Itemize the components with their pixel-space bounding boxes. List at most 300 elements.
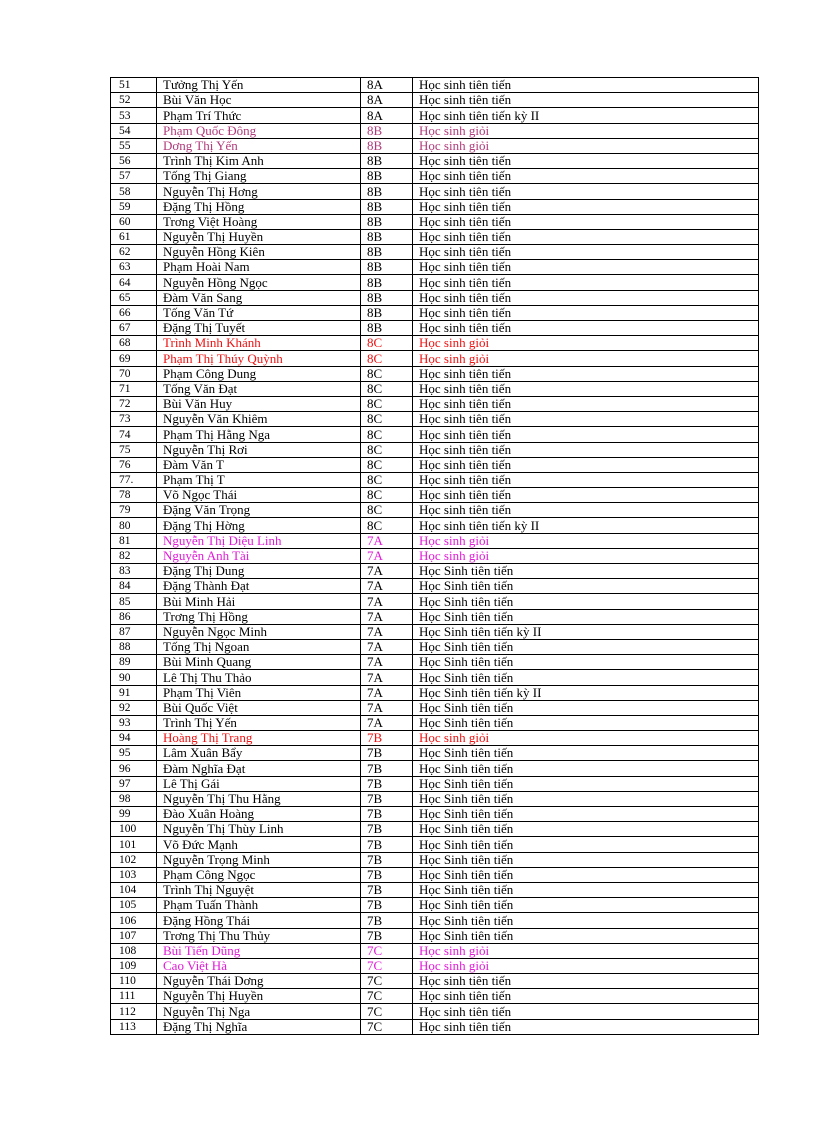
table-row <box>111 245 759 260</box>
student-name-cell: Phạm Thị T <box>157 472 361 487</box>
row-number-cell: 98 <box>111 791 157 806</box>
result-cell: Học sinh tiên tiến <box>413 472 759 487</box>
class-cell: 7B <box>361 746 413 761</box>
class-cell: 8B <box>361 169 413 184</box>
class-cell: 7C <box>361 1019 413 1034</box>
row-number-cell: 113 <box>111 1019 157 1034</box>
row-number-cell: 58 <box>111 184 157 199</box>
row-number-cell: 106 <box>111 913 157 928</box>
row-number-cell: 66 <box>111 305 157 320</box>
class-cell: 7C <box>361 943 413 958</box>
result-cell: Học Sinh tiên tiến <box>413 715 759 730</box>
table-row <box>111 108 759 123</box>
class-cell: 7B <box>361 837 413 852</box>
table-row <box>111 472 759 487</box>
row-number-cell: 56 <box>111 153 157 168</box>
class-cell: 8B <box>361 123 413 138</box>
result-cell: Học Sinh tiên tiến <box>413 761 759 776</box>
class-cell: 7B <box>361 898 413 913</box>
table-row <box>111 685 759 700</box>
table-row <box>111 427 759 442</box>
result-cell: Học Sinh tiên tiến <box>413 776 759 791</box>
class-cell: 8B <box>361 138 413 153</box>
result-cell: Học sinh tiên tiến <box>413 321 759 336</box>
class-cell: 7A <box>361 685 413 700</box>
class-cell: 7A <box>361 609 413 624</box>
student-name-cell: Phạm Thị Viên <box>157 685 361 700</box>
result-cell: Học sinh tiên tiến <box>413 78 759 93</box>
table-row <box>111 214 759 229</box>
result-cell: Học sinh tiên tiến <box>413 396 759 411</box>
class-cell: 7A <box>361 670 413 685</box>
class-cell: 8C <box>361 336 413 351</box>
class-cell: 7B <box>361 867 413 882</box>
class-cell: 7A <box>361 564 413 579</box>
row-number-cell: 72 <box>111 396 157 411</box>
student-name-cell: Nguyễn Thị Thu Hằng <box>157 791 361 806</box>
student-name-cell: Đàm Văn T <box>157 457 361 472</box>
row-number-cell: 65 <box>111 290 157 305</box>
table-row <box>111 229 759 244</box>
student-name-cell: Nguyễn Thái Dơng <box>157 974 361 989</box>
table-row <box>111 943 759 958</box>
class-cell: 8C <box>361 427 413 442</box>
class-cell: 8B <box>361 184 413 199</box>
result-cell: Học sinh giỏi <box>413 958 759 973</box>
student-name-cell: Phạm Thị Hằng Nga <box>157 427 361 442</box>
class-cell: 7B <box>361 791 413 806</box>
table-row <box>111 412 759 427</box>
result-cell: Học sinh tiên tiến <box>413 199 759 214</box>
student-name-cell: Nguyễn Hồng Ngọc <box>157 275 361 290</box>
row-number-cell: 52 <box>111 93 157 108</box>
student-name-cell: Bùi Minh Hải <box>157 594 361 609</box>
table-row <box>111 837 759 852</box>
table-row <box>111 700 759 715</box>
row-number-cell: 90 <box>111 670 157 685</box>
row-number-cell: 51 <box>111 78 157 93</box>
class-cell: 8C <box>361 503 413 518</box>
student-name-cell: Đặng Thị Dung <box>157 564 361 579</box>
class-cell: 8B <box>361 275 413 290</box>
class-cell: 8C <box>361 381 413 396</box>
student-name-cell: Trơng Việt Hoàng <box>157 214 361 229</box>
result-cell: Học sinh tiên tiến <box>413 427 759 442</box>
row-number-cell: 75 <box>111 442 157 457</box>
class-cell: 7B <box>361 928 413 943</box>
result-cell: Học sinh tiên tiến <box>413 153 759 168</box>
student-name-cell: Nguyễn Thị Hơng <box>157 184 361 199</box>
table-row <box>111 123 759 138</box>
student-name-cell: Bùi Tiến Dũng <box>157 943 361 958</box>
class-cell: 7A <box>361 579 413 594</box>
student-name-cell: Bùi Minh Quang <box>157 655 361 670</box>
result-cell: Học sinh tiên tiến <box>413 245 759 260</box>
row-number-cell: 109 <box>111 958 157 973</box>
student-name-cell: Đặng Thị Nghĩa <box>157 1019 361 1034</box>
table-row <box>111 321 759 336</box>
student-name-cell: Phạm Công Dung <box>157 366 361 381</box>
class-cell: 7A <box>361 533 413 548</box>
row-number-cell: 104 <box>111 882 157 897</box>
class-cell: 8B <box>361 260 413 275</box>
class-cell: 8C <box>361 396 413 411</box>
class-cell: 7B <box>361 776 413 791</box>
row-number-cell: 89 <box>111 655 157 670</box>
class-cell: 8C <box>361 442 413 457</box>
student-name-cell: Trình Thị Nguyệt <box>157 882 361 897</box>
result-cell: Học sinh tiên tiến <box>413 989 759 1004</box>
row-number-cell: 68 <box>111 336 157 351</box>
table-row <box>111 822 759 837</box>
table-row <box>111 184 759 199</box>
result-cell: Học Sinh tiên tiến <box>413 594 759 609</box>
student-name-cell: Nguyễn Thị Diệu Linh <box>157 533 361 548</box>
student-name-cell: Tống Văn Tứ <box>157 305 361 320</box>
table-row <box>111 761 759 776</box>
row-number-cell: 67 <box>111 321 157 336</box>
class-cell: 8A <box>361 108 413 123</box>
row-number-cell: 91 <box>111 685 157 700</box>
result-cell: Học Sinh tiên tiến <box>413 852 759 867</box>
result-cell: Học sinh tiên tiến <box>413 503 759 518</box>
student-name-cell: Võ Đức Mạnh <box>157 837 361 852</box>
table-row <box>111 989 759 1004</box>
row-number-cell: 84 <box>111 579 157 594</box>
row-number-cell: 103 <box>111 867 157 882</box>
class-cell: 7C <box>361 974 413 989</box>
table-row <box>111 488 759 503</box>
table-row <box>111 791 759 806</box>
row-number-cell: 108 <box>111 943 157 958</box>
row-number-cell: 100 <box>111 822 157 837</box>
student-name-cell: Nguyễn Hồng Kiên <box>157 245 361 260</box>
row-number-cell: 80 <box>111 518 157 533</box>
result-cell: Học Sinh tiên tiến kỳ II <box>413 624 759 639</box>
result-cell: Học Sinh tiên tiến <box>413 807 759 822</box>
table-row <box>111 807 759 822</box>
table-row <box>111 199 759 214</box>
result-cell: Học Sinh tiên tiến <box>413 670 759 685</box>
result-cell: Học sinh tiên tiến <box>413 169 759 184</box>
student-name-cell: Trình Minh Khánh <box>157 336 361 351</box>
result-cell: Học Sinh tiên tiến <box>413 822 759 837</box>
table-row <box>111 852 759 867</box>
row-number-cell: 76 <box>111 457 157 472</box>
row-number-cell: 57 <box>111 169 157 184</box>
result-cell: Học Sinh tiên tiến <box>413 700 759 715</box>
row-number-cell: 82 <box>111 548 157 563</box>
row-number-cell: 83 <box>111 564 157 579</box>
row-number-cell: 105 <box>111 898 157 913</box>
table-row <box>111 776 759 791</box>
row-number-cell: 86 <box>111 609 157 624</box>
table-row <box>111 655 759 670</box>
student-name-cell: Phạm Hoài Nam <box>157 260 361 275</box>
result-cell: Học sinh tiên tiến <box>413 229 759 244</box>
table-row <box>111 290 759 305</box>
result-cell: Học sinh giỏi <box>413 336 759 351</box>
class-cell: 8B <box>361 153 413 168</box>
table-row <box>111 518 759 533</box>
result-cell: Học Sinh tiên tiến <box>413 913 759 928</box>
table-row <box>111 913 759 928</box>
student-roster-table <box>110 77 759 1035</box>
student-name-cell: Lê Thị Gái <box>157 776 361 791</box>
table-row <box>111 624 759 639</box>
result-cell: Học sinh giỏi <box>413 123 759 138</box>
class-cell: 8B <box>361 199 413 214</box>
table-row <box>111 275 759 290</box>
row-number-cell: 79 <box>111 503 157 518</box>
table-row <box>111 169 759 184</box>
student-name-cell: Trơng Thị Thu Thủy <box>157 928 361 943</box>
student-name-cell: Bùi Văn Học <box>157 93 361 108</box>
student-name-cell: Nguyễn Anh Tài <box>157 548 361 563</box>
row-number-cell: 96 <box>111 761 157 776</box>
roster-body <box>111 78 759 1035</box>
table-row <box>111 958 759 973</box>
result-cell: Học sinh tiên tiến <box>413 214 759 229</box>
table-row <box>111 928 759 943</box>
row-number-cell: 95 <box>111 746 157 761</box>
table-row <box>111 715 759 730</box>
result-cell: Học Sinh tiên tiến <box>413 579 759 594</box>
class-cell: 7B <box>361 731 413 746</box>
student-name-cell: Phạm Thị Thúy Quỳnh <box>157 351 361 366</box>
class-cell: 7A <box>361 594 413 609</box>
student-name-cell: Lâm Xuân Bẩy <box>157 746 361 761</box>
result-cell: Học sinh tiên tiến <box>413 260 759 275</box>
class-cell: 7B <box>361 882 413 897</box>
table-row <box>111 396 759 411</box>
class-cell: 7A <box>361 655 413 670</box>
student-name-cell: Đặng Văn Trọng <box>157 503 361 518</box>
student-name-cell: Tưởng Thị Yến <box>157 78 361 93</box>
table-row <box>111 336 759 351</box>
table-row <box>111 548 759 563</box>
table-row <box>111 670 759 685</box>
row-number-cell: 78 <box>111 488 157 503</box>
student-name-cell: Đặng Thành Đạt <box>157 579 361 594</box>
result-cell: Học sinh giỏi <box>413 943 759 958</box>
table-row <box>111 260 759 275</box>
result-cell: Học sinh tiên tiến <box>413 381 759 396</box>
result-cell: Học Sinh tiên tiến <box>413 639 759 654</box>
class-cell: 8B <box>361 245 413 260</box>
class-cell: 7B <box>361 822 413 837</box>
class-cell: 8C <box>361 366 413 381</box>
row-number-cell: 85 <box>111 594 157 609</box>
table-row <box>111 533 759 548</box>
table-row <box>111 731 759 746</box>
student-name-cell: Dơng Thị Yến <box>157 138 361 153</box>
student-name-cell: Phạm Tuấn Thành <box>157 898 361 913</box>
class-cell: 7C <box>361 958 413 973</box>
class-cell: 8C <box>361 412 413 427</box>
result-cell: Học Sinh tiên tiến <box>413 791 759 806</box>
table-row <box>111 351 759 366</box>
result-cell: Học sinh tiên tiến <box>413 974 759 989</box>
row-number-cell: 59 <box>111 199 157 214</box>
row-number-cell: 53 <box>111 108 157 123</box>
result-cell: Học Sinh tiên tiến <box>413 882 759 897</box>
result-cell: Học sinh tiên tiến <box>413 275 759 290</box>
class-cell: 8B <box>361 305 413 320</box>
row-number-cell: 64 <box>111 275 157 290</box>
row-number-cell: 63 <box>111 260 157 275</box>
class-cell: 8C <box>361 488 413 503</box>
table-row <box>111 579 759 594</box>
row-number-cell: 107 <box>111 928 157 943</box>
result-cell: Học Sinh tiên tiến <box>413 609 759 624</box>
row-number-cell: 70 <box>111 366 157 381</box>
table-row <box>111 639 759 654</box>
student-name-cell: Đặng Thị Tuyết <box>157 321 361 336</box>
student-name-cell: Phạm Công Ngọc <box>157 867 361 882</box>
result-cell: Học sinh tiên tiến <box>413 93 759 108</box>
result-cell: Học sinh giỏi <box>413 548 759 563</box>
table-row <box>111 138 759 153</box>
table-row <box>111 503 759 518</box>
table-row <box>111 564 759 579</box>
table-row <box>111 457 759 472</box>
result-cell: Học sinh tiên tiến <box>413 457 759 472</box>
class-cell: 8C <box>361 472 413 487</box>
class-cell: 8B <box>361 321 413 336</box>
class-cell: 7A <box>361 639 413 654</box>
student-name-cell: Phạm Quốc Đông <box>157 123 361 138</box>
row-number-cell: 69 <box>111 351 157 366</box>
result-cell: Học sinh giỏi <box>413 138 759 153</box>
result-cell: Học Sinh tiên tiến <box>413 564 759 579</box>
result-cell: Học sinh tiên tiến <box>413 442 759 457</box>
table-row <box>111 974 759 989</box>
table-row <box>111 381 759 396</box>
row-number-cell: 88 <box>111 639 157 654</box>
table-row <box>111 746 759 761</box>
result-cell: Học Sinh tiên tiến <box>413 746 759 761</box>
class-cell: 8C <box>361 457 413 472</box>
result-cell: Học sinh giỏi <box>413 533 759 548</box>
result-cell: Học sinh tiên tiến <box>413 366 759 381</box>
class-cell: 8B <box>361 290 413 305</box>
table-row <box>111 305 759 320</box>
table-row <box>111 1019 759 1034</box>
class-cell: 8C <box>361 351 413 366</box>
row-number-cell: 55 <box>111 138 157 153</box>
class-cell: 7A <box>361 548 413 563</box>
table-row <box>111 898 759 913</box>
class-cell: 7C <box>361 989 413 1004</box>
student-name-cell: Tống Thị Ngoan <box>157 639 361 654</box>
student-name-cell: Đào Xuân Hoàng <box>157 807 361 822</box>
student-name-cell: Nguyễn Thị Nga <box>157 1004 361 1019</box>
result-cell: Học sinh giỏi <box>413 351 759 366</box>
student-name-cell: Đặng Hồng Thái <box>157 913 361 928</box>
table-row <box>111 1004 759 1019</box>
student-name-cell: Nguyễn Ngọc Minh <box>157 624 361 639</box>
row-number-cell: 74 <box>111 427 157 442</box>
class-cell: 7A <box>361 700 413 715</box>
student-name-cell: Tống Thị Giang <box>157 169 361 184</box>
student-name-cell: Nguyễn Thị Thùy Linh <box>157 822 361 837</box>
student-name-cell: Bùi Văn Huy <box>157 396 361 411</box>
student-name-cell: Lê Thị Thu Thảo <box>157 670 361 685</box>
table-row <box>111 366 759 381</box>
result-cell: Học Sinh tiên tiến kỳ II <box>413 685 759 700</box>
result-cell: Học sinh tiên tiến kỳ II <box>413 518 759 533</box>
result-cell: Học sinh tiên tiến kỳ II <box>413 108 759 123</box>
row-number-cell: 101 <box>111 837 157 852</box>
class-cell: 7B <box>361 761 413 776</box>
result-cell: Học sinh tiên tiến <box>413 290 759 305</box>
row-number-cell: 110 <box>111 974 157 989</box>
table-row <box>111 78 759 93</box>
student-name-cell: Võ Ngọc Thái <box>157 488 361 503</box>
result-cell: Học sinh tiên tiến <box>413 305 759 320</box>
student-name-cell: Đàm Nghĩa Đạt <box>157 761 361 776</box>
class-cell: 7A <box>361 715 413 730</box>
class-cell: 8A <box>361 93 413 108</box>
row-number-cell: 111 <box>111 989 157 1004</box>
result-cell: Học sinh tiên tiến <box>413 1019 759 1034</box>
row-number-cell: 97 <box>111 776 157 791</box>
class-cell: 7C <box>361 1004 413 1019</box>
table-row <box>111 594 759 609</box>
class-cell: 8C <box>361 518 413 533</box>
row-number-cell: 92 <box>111 700 157 715</box>
row-number-cell: 73 <box>111 412 157 427</box>
student-name-cell: Tống Văn Đạt <box>157 381 361 396</box>
table-row <box>111 153 759 168</box>
result-cell: Học sinh tiên tiến <box>413 412 759 427</box>
student-name-cell: Nguyễn Thị Huyền <box>157 229 361 244</box>
student-name-cell: Nguyễn Văn Khiêm <box>157 412 361 427</box>
table-row <box>111 442 759 457</box>
student-name-cell: Trình Thị Kim Anh <box>157 153 361 168</box>
student-name-cell: Đặng Thị Hồng <box>157 199 361 214</box>
row-number-cell: 102 <box>111 852 157 867</box>
student-name-cell: Hoàng Thị Trang <box>157 731 361 746</box>
result-cell: Học sinh tiên tiến <box>413 184 759 199</box>
row-number-cell: 62 <box>111 245 157 260</box>
row-number-cell: 94 <box>111 731 157 746</box>
row-number-cell: 77. <box>111 472 157 487</box>
row-number-cell: 112 <box>111 1004 157 1019</box>
student-name-cell: Nguyễn Thị Rơi <box>157 442 361 457</box>
row-number-cell: 71 <box>111 381 157 396</box>
table-row <box>111 609 759 624</box>
student-name-cell: Đàm Văn Sang <box>157 290 361 305</box>
class-cell: 8B <box>361 229 413 244</box>
result-cell: Học Sinh tiên tiến <box>413 837 759 852</box>
student-name-cell: Phạm Trí Thức <box>157 108 361 123</box>
student-name-cell: Bùi Quốc Việt <box>157 700 361 715</box>
student-name-cell: Nguyễn Thị Huyền <box>157 989 361 1004</box>
result-cell: Học sinh tiên tiến <box>413 488 759 503</box>
result-cell: Học sinh giỏi <box>413 731 759 746</box>
class-cell: 7B <box>361 807 413 822</box>
row-number-cell: 60 <box>111 214 157 229</box>
student-name-cell: Cao Việt Hà <box>157 958 361 973</box>
student-name-cell: Trơng Thị Hồng <box>157 609 361 624</box>
result-cell: Học Sinh tiên tiến <box>413 867 759 882</box>
student-name-cell: Trình Thị Yến <box>157 715 361 730</box>
class-cell: 8B <box>361 214 413 229</box>
class-cell: 7B <box>361 852 413 867</box>
table-row <box>111 867 759 882</box>
